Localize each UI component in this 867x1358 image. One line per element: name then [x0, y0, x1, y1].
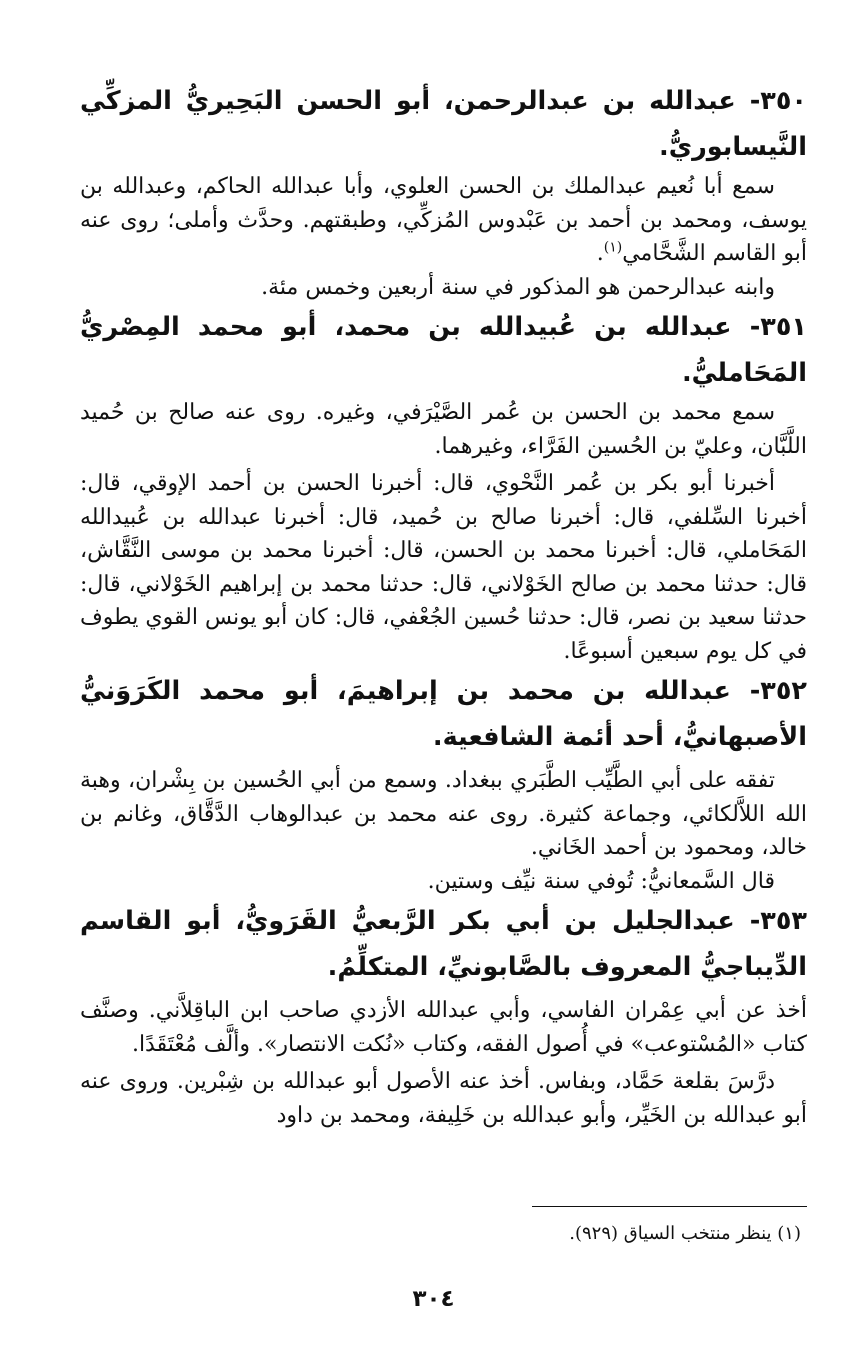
- entry-351-paragraph-1: سمع محمد بن الحسن بن عُمر الصَّيْرَفي، وغيره. روى عنه صالح بن حُميد اللَّبَّان، وعليّ بن الحُسين الفَرَّاء، وغيرهما.: [80, 400, 807, 459]
- entry-351-title: ٣٥١- عبدالله بن عُبيدالله بن محمد، أبو محمد المِصْريُّ المَحَامليُّ.: [80, 312, 807, 388]
- entry-352-paragraph-2: قال السَّمعانيُّ: تُوفي سنة نيِّف وستين.: [427, 868, 775, 894]
- entry-353-paragraph-1: أخذ عن أبي عِمْران الفاسي، وأبي عبدالله الأزدي صاحب ابن الباقِلاَّني. وصنَّف كتاب «المُسْتوعب» في أُصول الفقه، وكتاب «نُكت الانتصار». وألَّف مُعْتَقَدًا.: [80, 998, 807, 1057]
- footnote-divider: [532, 1206, 807, 1207]
- entry-350-paragraph-2: وابنه عبدالرحمن هو المذكور في سنة أربعين وخمس مئة.: [261, 274, 775, 300]
- footnote-text: (١) ينظر منتخب السياق (٩٢٩).: [569, 1223, 801, 1244]
- footnote-reference: (١): [603, 239, 623, 256]
- page-number: ٣٠٤: [412, 1286, 455, 1312]
- entry-353-title: ٣٥٣- عبدالجليل بن أبي بكر الرَّبعيُّ القَرَويُّ، أبو القاسم الدِّيباجيُّ المعروف بالصَّابونيِّ، المتكلِّمُ.: [80, 906, 807, 982]
- entry-350-paragraph-1-text: سمع أبا نُعيم عبدالملك بن الحسن العلوي، وأبا عبدالله الحاكم، وعبدالله بن يوسف، ومحمد بن أحمد بن عَبْدوس المُزكِّي، وطبقتهم. وحدَّث وأملى؛ روى عنه أبو القاسم الشَّحَّامي: [80, 174, 807, 266]
- entry-351-paragraph-2: أخبرنا أبو بكر بن عُمر النَّحْوي، قال: أخبرنا الحسن بن أحمد الإوقي، قال: أخبرنا السِّلفي، قال: أخبرنا صالح بن حُميد، قال: أخبرنا عبدالله بن عُبيدالله المَحَاملي، قال: أخبرنا محمد بن الحسن، قال: أخبرنا محمد بن موسى النَّقَّاش، قال: حدثنا محمد بن صالح الخَوْلاني، قال: حدثنا محمد بن إبراهيم الخَوْلاني، قال: حدثنا سعيد بن نصر، قال: حدثنا حُسين الجُعْفي، قال: كان أبو يونس القوي يطوف في كل يوم سبعين أسبوعًا.: [80, 471, 807, 664]
- entry-350-paragraph-1: [80, 170, 807, 271]
- entry-352-paragraph-1: تفقه على أبي الطَّيِّب الطَّبَري ببغداد. وسمع من أبي الحُسين بن بِشْران، وهبة الله اللاَّلكائي، وجماعة كثيرة. روى عنه محمد بن عبدالوهاب الدَّقَّاق، وغانم بن خالد، ومحمود بن أحمد الخَاني.: [80, 768, 807, 860]
- entry-353-paragraph-2: درَّسَ بقلعة حَمَّاد، وبفاس. أخذ عنه الأصول أبو عبدالله بن شِبْرين. وروى عنه أبو عبدالله بن الخَيِّر، وأبو عبدالله بن خَلِيفة، ومحمد بن داود: [80, 1069, 807, 1128]
- entry-350-paragraph-1-end: .: [596, 241, 604, 266]
- entry-350-title: ٣٥٠- عبدالله بن عبدالرحمن، أبو الحسن البَحِيريُّ المزكِّي النَّيسابوريُّ.: [80, 86, 807, 162]
- entry-352-title: ٣٥٢- عبدالله بن محمد بن إبراهيمَ، أبو محمد الكَرَوَنيُّ الأصبهانيُّ، أحد أئمة الشافعية.: [80, 676, 807, 752]
